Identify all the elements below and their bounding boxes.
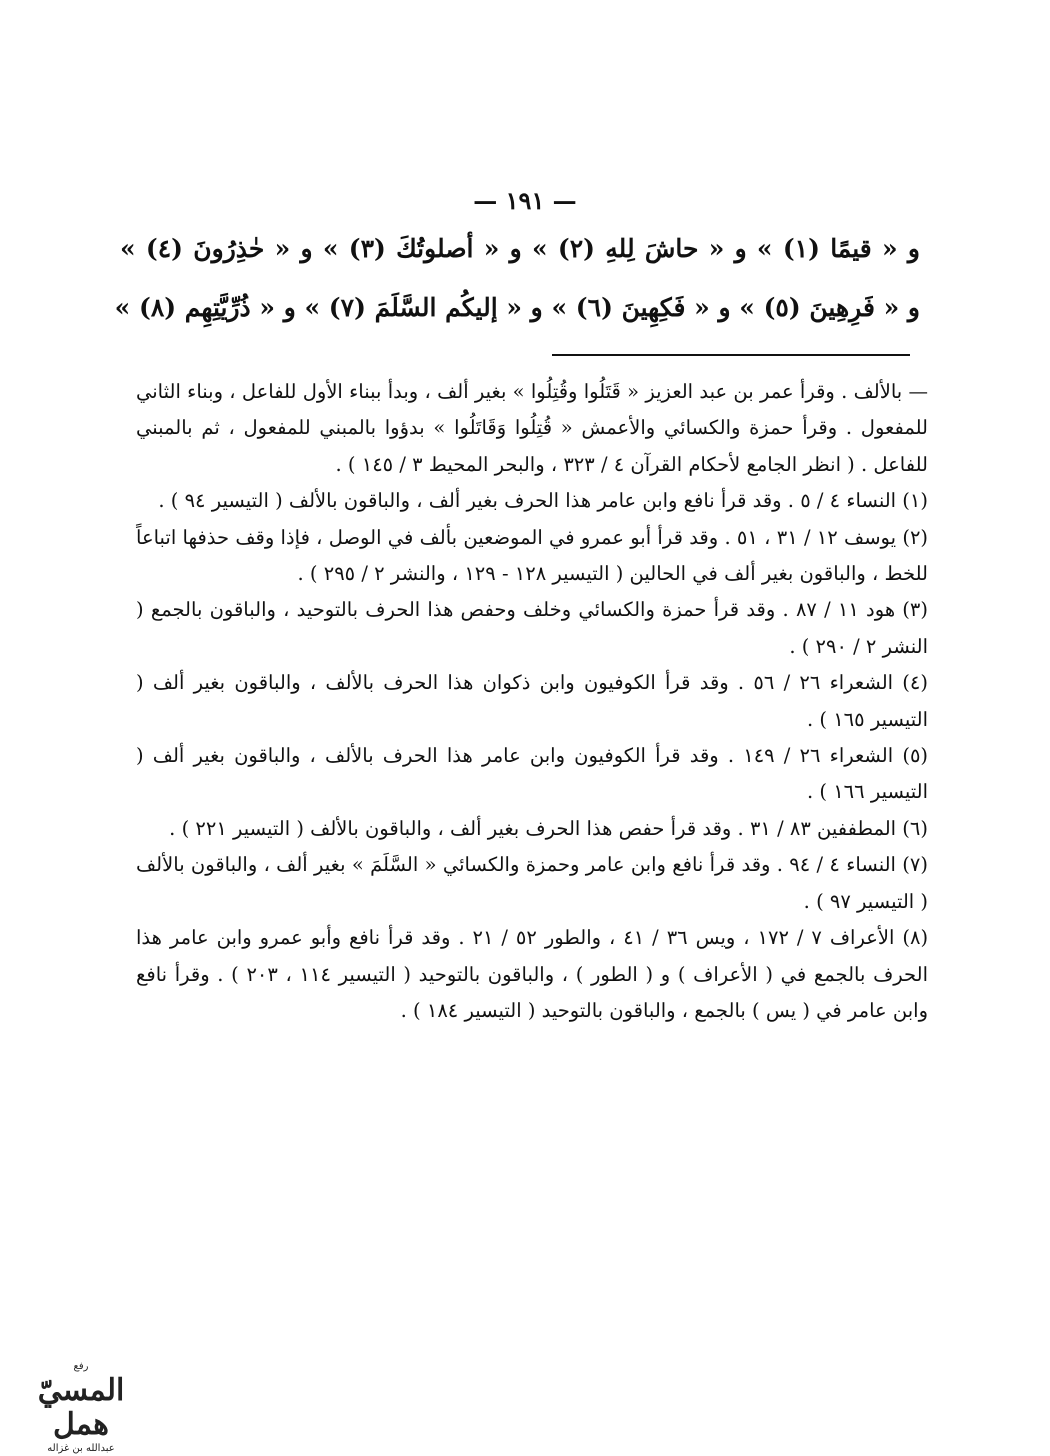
footnote-7: (٧) النساء ٤ / ٩٤ . وقد قرأ نافع وابن عامر وحمزة والكسائي « السَّلَمَ » بغير ألف ، والباقون بالألف ( التيسير ٩٧ ) .: [136, 853, 928, 913]
footnote-4: (٤) الشعراء ٢٦ / ٥٦ . وقد قرأ الكوفيون وابن ذكوان هذا الحرف بالألف ، والباقون بغير ألف ( التيسير ١٦٥ ) .: [136, 671, 929, 731]
quran-words-line-2: و « فَرِهِينَ (٥) » و « فَكِهِينَ (٦) » و « إليكُم السَّلَمَ (٧) » و « ذُرِّيَّتِهِم (٨) »: [114, 293, 920, 322]
footnotes: [136, 374, 928, 1029]
footnote-5: (٥) الشعراء ٢٦ / ١٤٩ . وقد قرأ الكوفيون وابن عامر هذا الحرف بالألف ، والباقون بغير ألف ( التيسير ١٦٦ ) .: [136, 744, 929, 804]
footnote-2: (٢) يوسف ١٢ / ٣١ ، ٥١ . وقد قرأ أبو عمرو في الموضعين بألف في الوصل ، فإذا وقف حذفها اتباعاً للخط ، والباقون بغير ألف في الحالين ( التيسير ١٢٨ - ١٢٩ ، والنشر ٢ / ٢٩٥ ) .: [136, 525, 929, 586]
library-stamp-logo: [6, 1360, 156, 1454]
footnote-1: (١) النساء ٤ / ٥ . وقد قرأ نافع وابن عامر هذا الحرف بغير ألف ، والباقون بالألف ( التيسير ٩٤ ) .: [158, 489, 928, 513]
stamp-bottom-text: عبدالله بن غزاله: [47, 1443, 115, 1454]
footnote-8: (٨) الأعراف ٧ / ١٧٢ ، ويس ٣٦ / ٤١ ، والطور ٥٢ / ٢١ . وقد قرأ نافع وأبو عمرو وابن عامر هذا الحرف بالجمع في ( الأعراف ) و ( الطور ) ، والباقون بالتوحيد ( التيسير ١١٤ ، ٢٠٣ ) . وقرأ نافع وابن عامر في ( يس ) بالجمع ، والباقون بالتوحيد ( التيسير ١٨٤ ) .: [136, 926, 929, 1022]
footnote-divider: [552, 354, 910, 356]
footnote-continuation: — بالألف . وقرأ عمر بن عبد العزيز « قَتَلُوا وقُتِلُوا » بغير ألف ، وبدأ ببناء الأول للفاعل ، وبناء الثاني للمفعول . وقرأ حمزة والكسائي والأعمش « قُتِلُوا وَقَاتَلُوا » بدؤوا بالمبني للمفعول ، ثم بالمبني للفاعل . ( انظر الجامع لأحكام القرآن ٤ / ٣٢٣ ، والبحر المحيط ٣ / ١٤٥ ) .: [136, 380, 928, 476]
stamp-top-text: رفع: [73, 1361, 89, 1372]
quran-words-line-1: و « قيمًا (١) » و « حاشَ لِلهِ (٢) » و « أصلوتُكَ (٣) » و « حٰذِرُونَ (٤) »: [120, 234, 920, 263]
stamp-main-text: المسيّ همل: [37, 1373, 125, 1442]
footnote-6: (٦) المطففين ٨٣ / ٣١ . وقد قرأ حفص هذا الحرف بغير ألف ، والباقون بالألف ( التيسير ٢٢١ ) .: [169, 816, 928, 840]
page-number: — ١٩١ —: [473, 186, 577, 215]
footnote-3: (٣) هود ١١ / ٨٧ . وقد قرأ حمزة والكسائي وخلف وحفص هذا الحرف بالتوحيد ، والباقون بالجمع ( النشر ٢ / ٢٩٠ ) .: [136, 598, 929, 658]
